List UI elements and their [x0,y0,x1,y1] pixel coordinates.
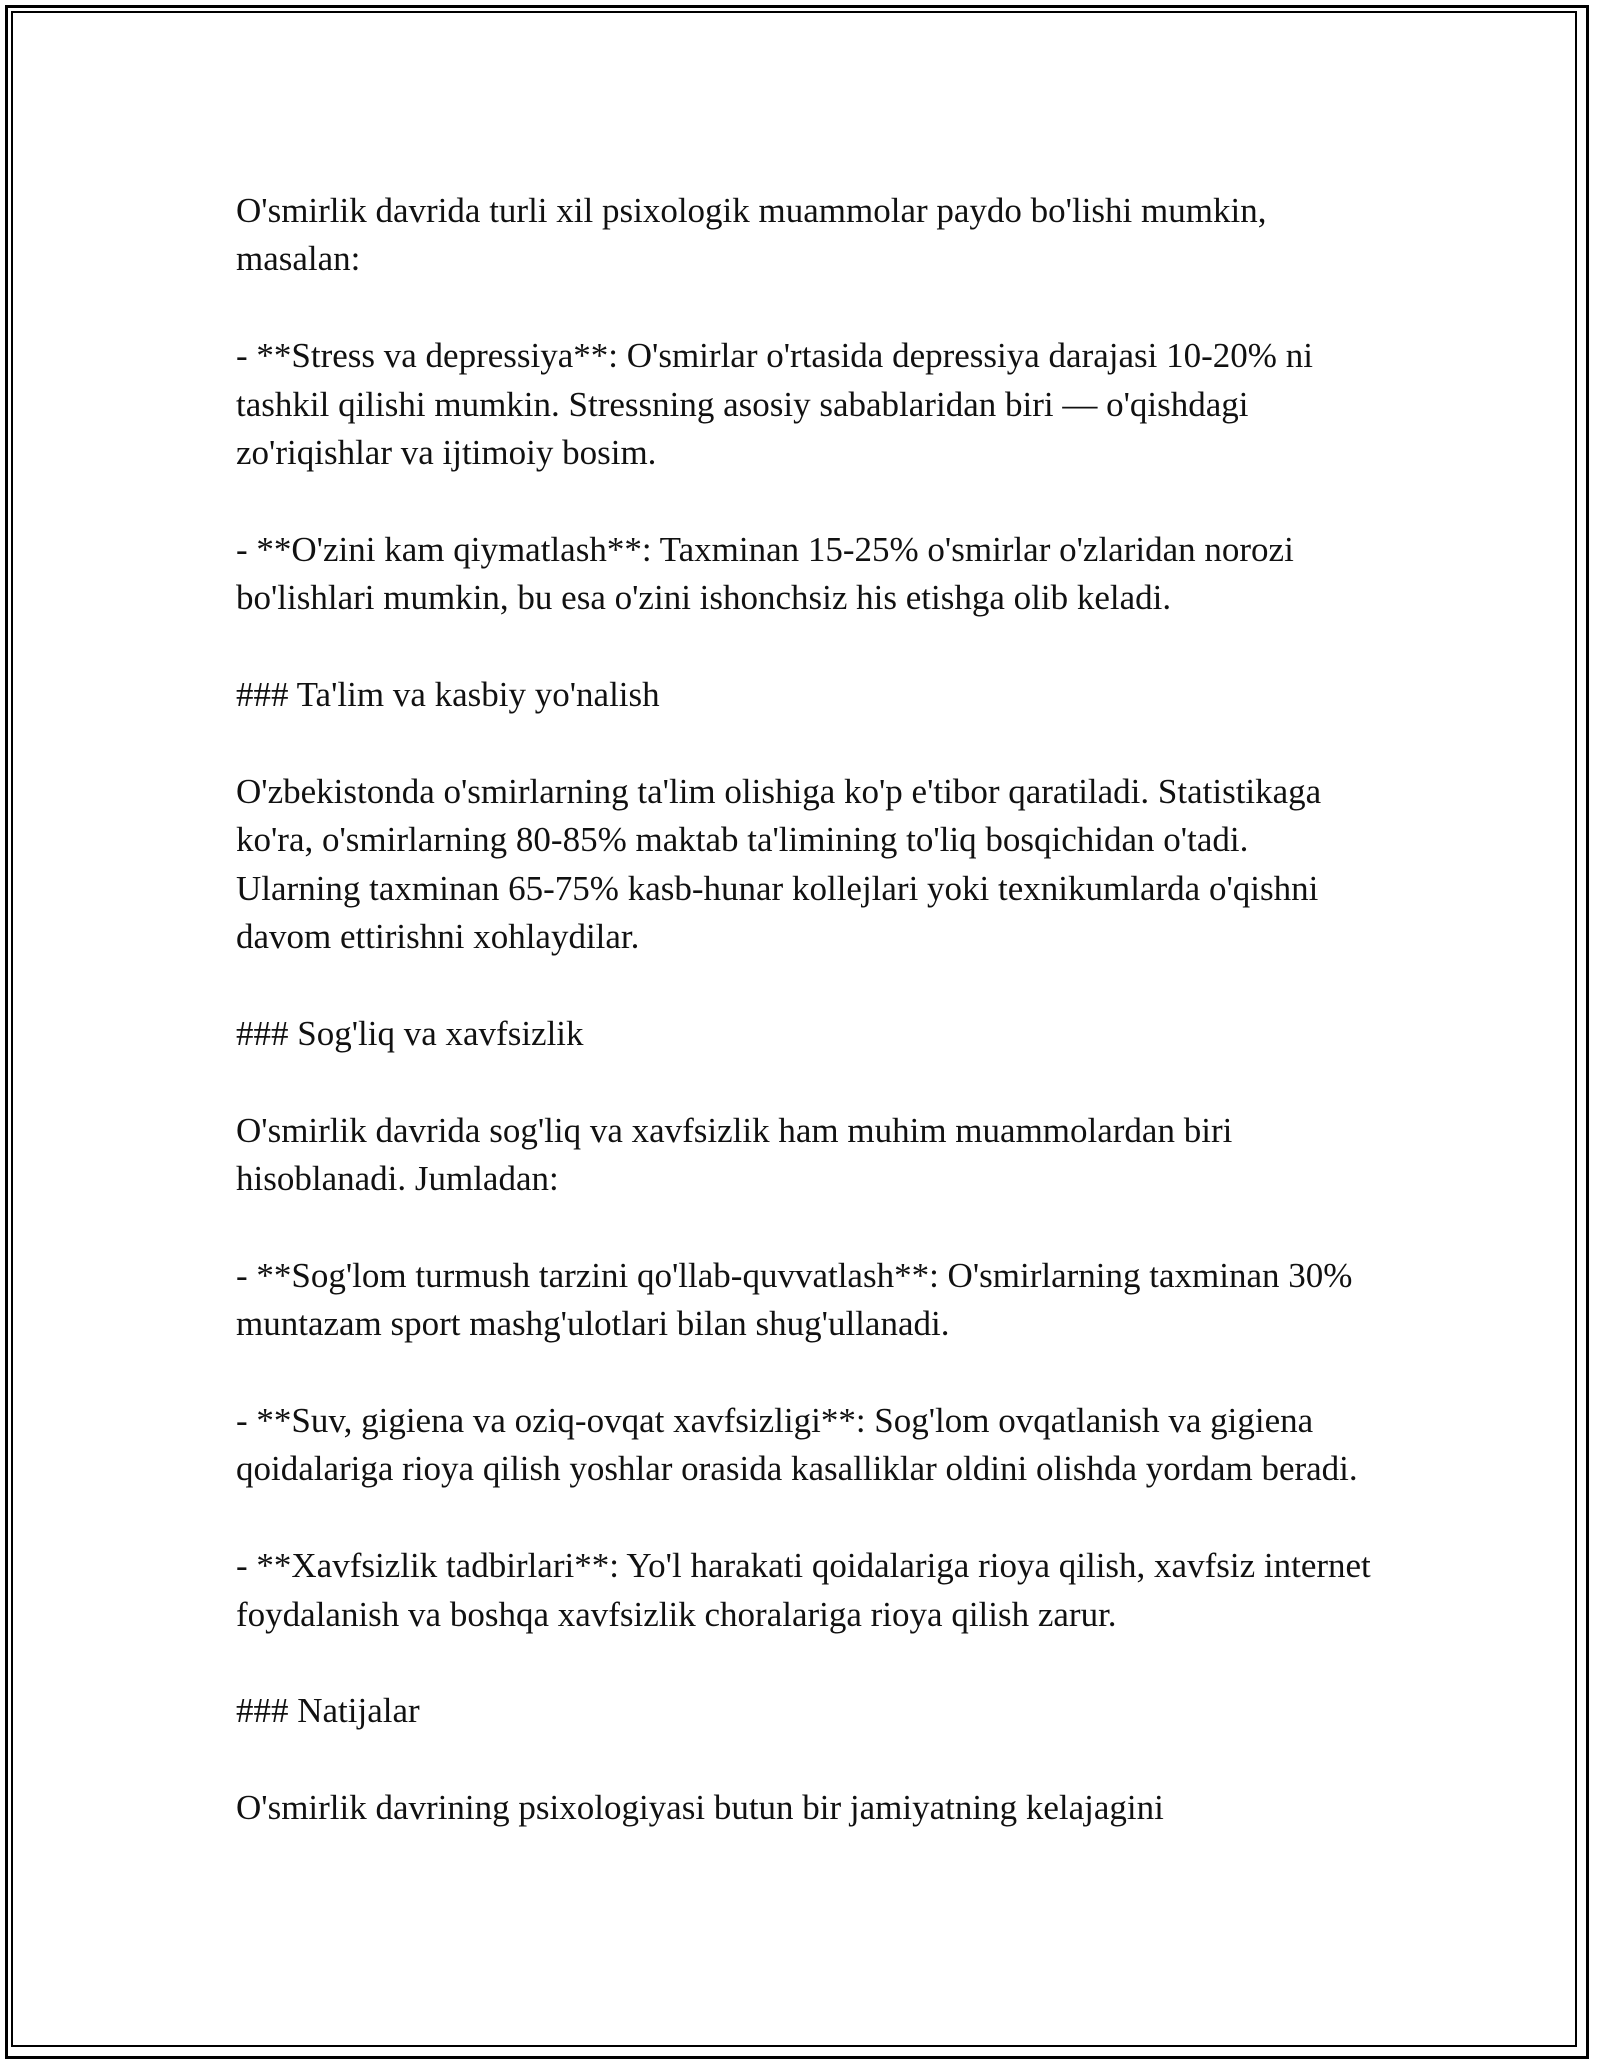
health-intro-paragraph: O'smirlik davrida sog'liq va xavfsizlik ham muhim muammolardan biri hisoblanadi. Jumladan: [236,1110,1233,1199]
list-item-food-safety: - **Suv, gigiena va oziq-ovqat xavfsizligi**: Sog'lom ovqatlanish va gigiena qoidalariga rioya qilish yoshlar orasida kasalliklar oldini olishda yordam beradi. [236,1401,1358,1489]
document-body [236,187,1376,1833]
education-paragraph: O'zbekistonda o'smirlarning ta'lim olishiga ko'p e'tibor qaratiladi. Statistikaga ko'ra, o'smirlarning 80-85% maktab ta'limining to'liq bosqichidan o'tadi. Ularning taxminan 65-75% kasb-hunar kollejlari yoki texnikumlarda o'qishni davom ettirishni xohlaydilar. [236,771,1322,957]
results-paragraph: O'smirlik davrining psixologiyasi butun bir jamiyatning kelajagini [236,1788,1164,1828]
list-item-healthy-lifestyle: - **Sog'lom turmush tarzini qo'llab-quvvatlash**: O'smirlarning taxminan 30% muntazam sport mashg'ulotlari bilan shug'ullanadi. [236,1255,1353,1344]
list-item-self-esteem: - **O'zini kam qiymatlash**: Taxminan 15-25% o'smirlar o'zlaridan norozi bo'lishlari mumkin, bu esa o'zini ishonchsiz his etishga olib keladi. [236,529,1294,618]
intro-paragraph: O'smirlik davrida turli xil psixologik muammolar paydo bo'lishi mumkin, masalan: [236,191,1267,279]
section-heading-education: ### Ta'lim va kasbiy yo'nalish [236,675,660,715]
list-item-stress: - **Stress va depressiya**: O'smirlar o'rtasida depressiya darajasi 10-20% ni tashkil qilishi mumkin. Stressning asosiy sabablaridan biri — o'qishdagi zo'riqishlar va ijtimoiy bosim. [236,336,1313,473]
section-heading-health: ### Sog'liq va xavfsizlik [236,1013,584,1053]
list-item-safety-measures: - **Xavfsizlik tadbirlari**: Yo'l harakati qoidalariga rioya qilish, xavfsiz internet foydalanish va boshqa xavfsizlik choralariga rioya qilish zarur. [236,1546,1371,1634]
section-heading-results: ### Natijalar [236,1691,420,1731]
